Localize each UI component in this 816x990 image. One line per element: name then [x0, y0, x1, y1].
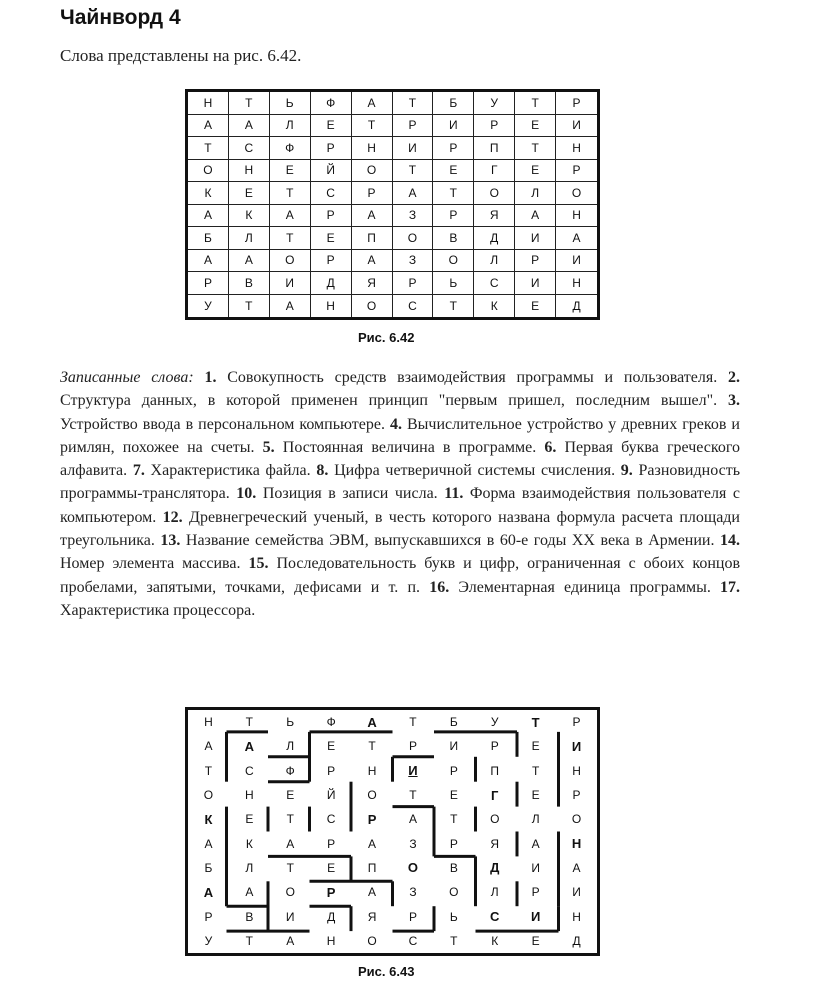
grid-cell: С: [408, 933, 418, 948]
grid-cell: Н: [571, 836, 582, 852]
grid-cell: О: [433, 250, 474, 273]
grid-cell: Р: [531, 885, 540, 900]
grid-cell: Н: [188, 92, 229, 115]
grid-cell: Й: [326, 788, 336, 803]
grid-cell: И: [285, 909, 295, 924]
grid-cell: К: [491, 933, 499, 948]
grid-cell: А: [245, 885, 254, 900]
grid-cell: В: [229, 272, 270, 295]
definition-number: 14.: [720, 532, 740, 550]
grid-cell: Е: [515, 295, 556, 318]
definition-text: Название семейства ЭВМ, выпускавшихся в 60-е годы XX века в Армении.: [180, 532, 720, 550]
grid-cell: С: [474, 272, 515, 295]
grid-cell: Р: [449, 836, 458, 851]
definition-text: Элементарная единица программы.: [449, 578, 720, 596]
grid-cell: Н: [367, 763, 377, 778]
grid-cell: О: [188, 160, 229, 183]
grid-cell: Ф: [285, 763, 295, 778]
grid-cell: Р: [449, 763, 458, 778]
definition-text: Постоянная величина в программе.: [274, 438, 545, 456]
grid-cell: З: [393, 250, 434, 273]
grid-cell: С: [393, 295, 434, 318]
grid-cell: А: [188, 205, 229, 228]
grid-cell: Е: [286, 788, 295, 803]
grid-cell: Е: [327, 860, 336, 875]
grid-cell: Л: [270, 115, 311, 138]
grid-cell: П: [490, 763, 500, 778]
grid-cell: О: [270, 250, 311, 273]
grid-cell: А: [188, 115, 229, 138]
grid-cell: Р: [352, 182, 393, 205]
grid-cell: И: [515, 227, 556, 250]
grid-cell: А: [270, 295, 311, 318]
grid-cell: П: [352, 227, 393, 250]
definition-text: Последовательность букв и цифр, ограниченная с обоих концов пробелами, запятыми, точками, дефисами и т. п.: [60, 555, 741, 596]
grid-cell: Л: [245, 860, 254, 875]
grid-cell: Т: [270, 182, 311, 205]
grid-cell: О: [352, 295, 393, 318]
grid-cell: А: [531, 836, 540, 851]
definition-number: 6.: [544, 438, 557, 456]
grid-cell: Т: [229, 92, 270, 115]
grid-cell: Р: [311, 137, 352, 160]
grid-cell: Н: [326, 933, 336, 948]
grid-cell: Т: [204, 763, 213, 778]
grid-cell: И: [515, 272, 556, 295]
grid-cell: Т: [433, 295, 474, 318]
grid-cell: А: [408, 812, 417, 827]
grid-cell: Т: [393, 92, 434, 115]
grid-cell: Е: [531, 933, 540, 948]
grid-cell: Р: [326, 884, 336, 900]
definition-text: Устройство ввода в персональном компьютере.: [60, 415, 390, 433]
grid-cell: К: [474, 295, 515, 318]
grid-cell: Р: [433, 137, 474, 160]
grid-cell: Р: [556, 92, 597, 115]
grid-cell: О: [407, 860, 418, 876]
definition-number: 9.: [620, 462, 633, 480]
grid-cell: А: [352, 92, 393, 115]
grid-cell: Ф: [326, 715, 336, 730]
grid-cell: Н: [572, 909, 581, 924]
grid-cell: И: [556, 250, 597, 273]
grid-cell: Т: [270, 227, 311, 250]
grid-cell: Д: [572, 933, 581, 948]
grid-cell: И: [531, 860, 540, 875]
grid-cell: Л: [490, 885, 499, 900]
definition-number: 7.: [132, 462, 145, 480]
grid-cell: А: [270, 205, 311, 228]
grid-cell: А: [352, 205, 393, 228]
grid-cell: Р: [408, 909, 417, 924]
grid-cell: Т: [286, 860, 294, 875]
definition-number: 5.: [262, 438, 275, 456]
grid-cell: С: [245, 763, 254, 778]
grid-cell: У: [490, 715, 499, 730]
definition-text: Вычислительное устройство у древних греков и римлян, похожее на счеты.: [60, 415, 740, 456]
grid-cell: А: [367, 714, 377, 730]
grid-cell: А: [188, 250, 229, 273]
grid-cell: В: [449, 860, 458, 875]
grid-cell: Р: [572, 715, 581, 730]
definition-text: Номер элемента массива.: [60, 555, 249, 573]
grid-cell: Н: [311, 295, 352, 318]
grid-cell: И: [433, 115, 474, 138]
grid-cell: О: [285, 885, 295, 900]
grid-cell: О: [393, 227, 434, 250]
grid-cell: Р: [474, 115, 515, 138]
grid-cell: В: [433, 227, 474, 250]
grid-cell: Р: [433, 205, 474, 228]
grid-cell: П: [474, 137, 515, 160]
grid-cell: Е: [245, 812, 254, 827]
grid-cell: Д: [311, 272, 352, 295]
grid-cell: Н: [556, 205, 597, 228]
definition-text: Древнегреческий ученый, в честь которого названа формула расчета площади треугольника.: [60, 508, 740, 550]
grid-cell: Н: [229, 160, 270, 183]
definition-number: 17.: [720, 578, 740, 596]
grid-cell: Л: [531, 812, 540, 827]
grid-cell: Ф: [311, 92, 352, 115]
grid-cell: Н: [556, 137, 597, 160]
grid-cell: Т: [352, 115, 393, 138]
definition-text: Характеристика процессора.: [60, 601, 256, 619]
definition-number: 12.: [162, 508, 183, 526]
grid-cell: А: [204, 836, 213, 851]
grid-cell: О: [367, 788, 377, 803]
grid-cell: Т: [368, 739, 376, 754]
grid-cell: Е: [311, 115, 352, 138]
grid-cell: А: [368, 836, 377, 851]
grid-cell: Е: [433, 160, 474, 183]
grid-cell: А: [203, 884, 214, 900]
definition-number: 15.: [248, 555, 269, 573]
grid-cell: Л: [474, 250, 515, 273]
grid-cell: Д: [474, 227, 515, 250]
grid-cell: Н: [204, 715, 213, 730]
grid-cell: Т: [245, 715, 254, 730]
grid-cell: Т: [286, 812, 294, 827]
definition-number: 1.: [204, 369, 217, 386]
grid-cell: Т: [531, 714, 540, 730]
grid-cell: Н: [245, 788, 254, 803]
grid-cell: З: [393, 205, 434, 228]
grid-cell: Т: [433, 182, 474, 205]
grid-cell: А: [286, 933, 295, 948]
definition-text: Совокупность средств взаимодействия программы и пользователя.: [216, 369, 729, 386]
grid-cell: Л: [286, 739, 295, 754]
grid-cell: Д: [327, 909, 336, 924]
grid-cell: С: [229, 137, 270, 160]
grid-cell: Д: [572, 298, 581, 313]
grid-cell: Р: [490, 739, 499, 754]
grid-cell: Ь: [286, 715, 295, 730]
grid-cell: О: [474, 182, 515, 205]
grid-cell: А: [572, 860, 581, 875]
grid-cell: Ь: [433, 272, 474, 295]
grid-cell: Т: [515, 137, 556, 160]
grid-cell: Б: [449, 715, 458, 730]
grid-cell: А: [229, 250, 270, 273]
grid-cell: И: [270, 272, 311, 295]
grid-cell: А: [515, 205, 556, 228]
grid-cell: И: [556, 115, 597, 138]
grid-cell: И: [408, 763, 418, 779]
definition-text: Первая буква греческого алфавита.: [60, 438, 740, 480]
grid-cell: К: [204, 811, 213, 827]
page-title: Чайнворд 4: [60, 6, 181, 29]
grid-cell: Н: [556, 272, 597, 295]
grid-cell: Р: [367, 811, 377, 827]
grid-cell: Е: [531, 788, 540, 803]
definition-number: 4.: [389, 415, 402, 433]
grid-cell: Т: [531, 763, 540, 778]
grid-cell: И: [449, 739, 459, 754]
grid-cell: Т: [393, 160, 434, 183]
grid-cell: А: [244, 738, 255, 754]
grid-cell: В: [245, 909, 254, 924]
definition-number: 11.: [444, 485, 464, 503]
grid-cell: Т: [188, 137, 229, 160]
grid-cell: С: [311, 182, 352, 205]
grid-cell: Я: [352, 272, 393, 295]
grid-cell: К: [229, 205, 270, 228]
grid-cell: Р: [311, 250, 352, 273]
grid-cell: Е: [270, 160, 311, 183]
grid-cell: Л: [229, 227, 270, 250]
grid-cell: Т: [409, 788, 417, 803]
grid-cell: Ь: [449, 909, 458, 924]
grid-cell: И: [572, 885, 581, 900]
grid-cell: Я: [367, 909, 377, 924]
definition-text: Позиция в записи числа.: [256, 485, 445, 503]
grid-cell: Г: [474, 160, 515, 183]
grid-cell: Т: [450, 933, 458, 948]
definition-text: Форма взаимодействия пользователя с компьютером.: [60, 485, 740, 526]
grid-cell: Л: [515, 182, 556, 205]
grid-cell: С: [490, 909, 500, 925]
grid-cell: А: [393, 182, 434, 205]
grid-cell: А: [352, 250, 393, 273]
grid-cell: Е: [515, 160, 556, 183]
grid-cell: А: [368, 885, 377, 900]
grid-cell: Д: [490, 860, 500, 876]
grid-cell: Р: [188, 272, 229, 295]
grid-cell: Т: [229, 295, 270, 318]
definition-text: Разновидность программы-транслятора.: [60, 462, 740, 503]
grid-cell: К: [245, 836, 253, 851]
grid-cell: Ь: [270, 92, 311, 115]
figure-caption-6-43: Рис. 6.43: [358, 964, 415, 979]
grid-cell: А: [204, 739, 213, 754]
grid-cell: О: [571, 812, 582, 827]
grid-cell: Е: [449, 788, 458, 803]
grid-cell: У: [188, 295, 229, 318]
definition-number: 8.: [316, 462, 329, 480]
grid-cell: Н: [352, 137, 393, 160]
definition-text: Цифра четверичной системы счисления.: [328, 462, 621, 480]
grid-cell: Е: [515, 115, 556, 138]
grid-cell: Р: [408, 739, 417, 754]
definitions-lead: Записанные слова:: [60, 369, 194, 386]
grid-cell: Г: [491, 787, 499, 803]
grid-cell: Р: [311, 205, 352, 228]
grid-cell: Б: [204, 860, 213, 875]
grid-cell: У: [474, 92, 515, 115]
grid-cell: Т: [409, 715, 417, 730]
grid-cell: А: [286, 836, 295, 851]
grid-cell: Й: [311, 160, 352, 183]
definition-text: Характеристика файла.: [144, 462, 317, 480]
intro-text: Слова представлены на рис. 6.42.: [60, 46, 302, 65]
definition-text: Структура данных, в которой применен принцип "первым пришел, последним вышел".: [60, 392, 728, 410]
grid-cell: О: [352, 160, 393, 183]
figure-caption-6-42: Рис. 6.42: [358, 330, 415, 345]
grid-cell: Т: [245, 933, 254, 948]
grid-cell: З: [409, 836, 417, 851]
grid-cell: Е: [311, 227, 352, 250]
definition-number: 2.: [728, 369, 741, 386]
grid-cell: Р: [204, 909, 213, 924]
grid-cell: Б: [188, 227, 229, 250]
grid-cell: Р: [327, 763, 336, 778]
definition-number: 3.: [728, 392, 740, 410]
grid-cell: З: [409, 885, 417, 900]
grid-cell: Р: [327, 836, 336, 851]
grid-cell: И: [393, 137, 434, 160]
grid-cell: Е: [327, 739, 336, 754]
grid-cell: О: [367, 933, 377, 948]
grid-cell: Б: [433, 92, 474, 115]
grid-cell: Ф: [270, 137, 311, 160]
grid-cell: Я: [490, 836, 500, 851]
grid-cell: Я: [474, 205, 515, 228]
grid-cell: О: [556, 182, 597, 205]
grid-cell: Е: [229, 182, 270, 205]
grid-cell: О: [203, 788, 214, 803]
definition-number: 13.: [160, 532, 181, 550]
grid-cell: Т: [515, 92, 556, 115]
grid-cell: К: [188, 182, 229, 205]
grid-cell: А: [229, 115, 270, 138]
definition-number: 16.: [429, 578, 450, 596]
grid-cell: Р: [556, 160, 597, 183]
grid-cell: П: [367, 860, 377, 875]
grid-cell: С: [326, 812, 336, 827]
definition-number: 10.: [236, 485, 257, 503]
grid-cell: О: [490, 812, 500, 827]
grid-cell: Р: [515, 250, 556, 273]
grid-cell: О: [449, 885, 459, 900]
grid-cell: И: [571, 738, 582, 754]
grid-cell: Т: [450, 812, 458, 827]
grid-cell: Р: [572, 788, 581, 803]
grid-cell: А: [556, 227, 597, 250]
grid-cell: Р: [393, 272, 434, 295]
grid-cell: Р: [393, 115, 434, 138]
grid-cell: И: [530, 909, 541, 925]
grid-cell: Е: [531, 739, 540, 754]
grid-cell: У: [204, 933, 213, 948]
grid-cell: Н: [572, 763, 581, 778]
